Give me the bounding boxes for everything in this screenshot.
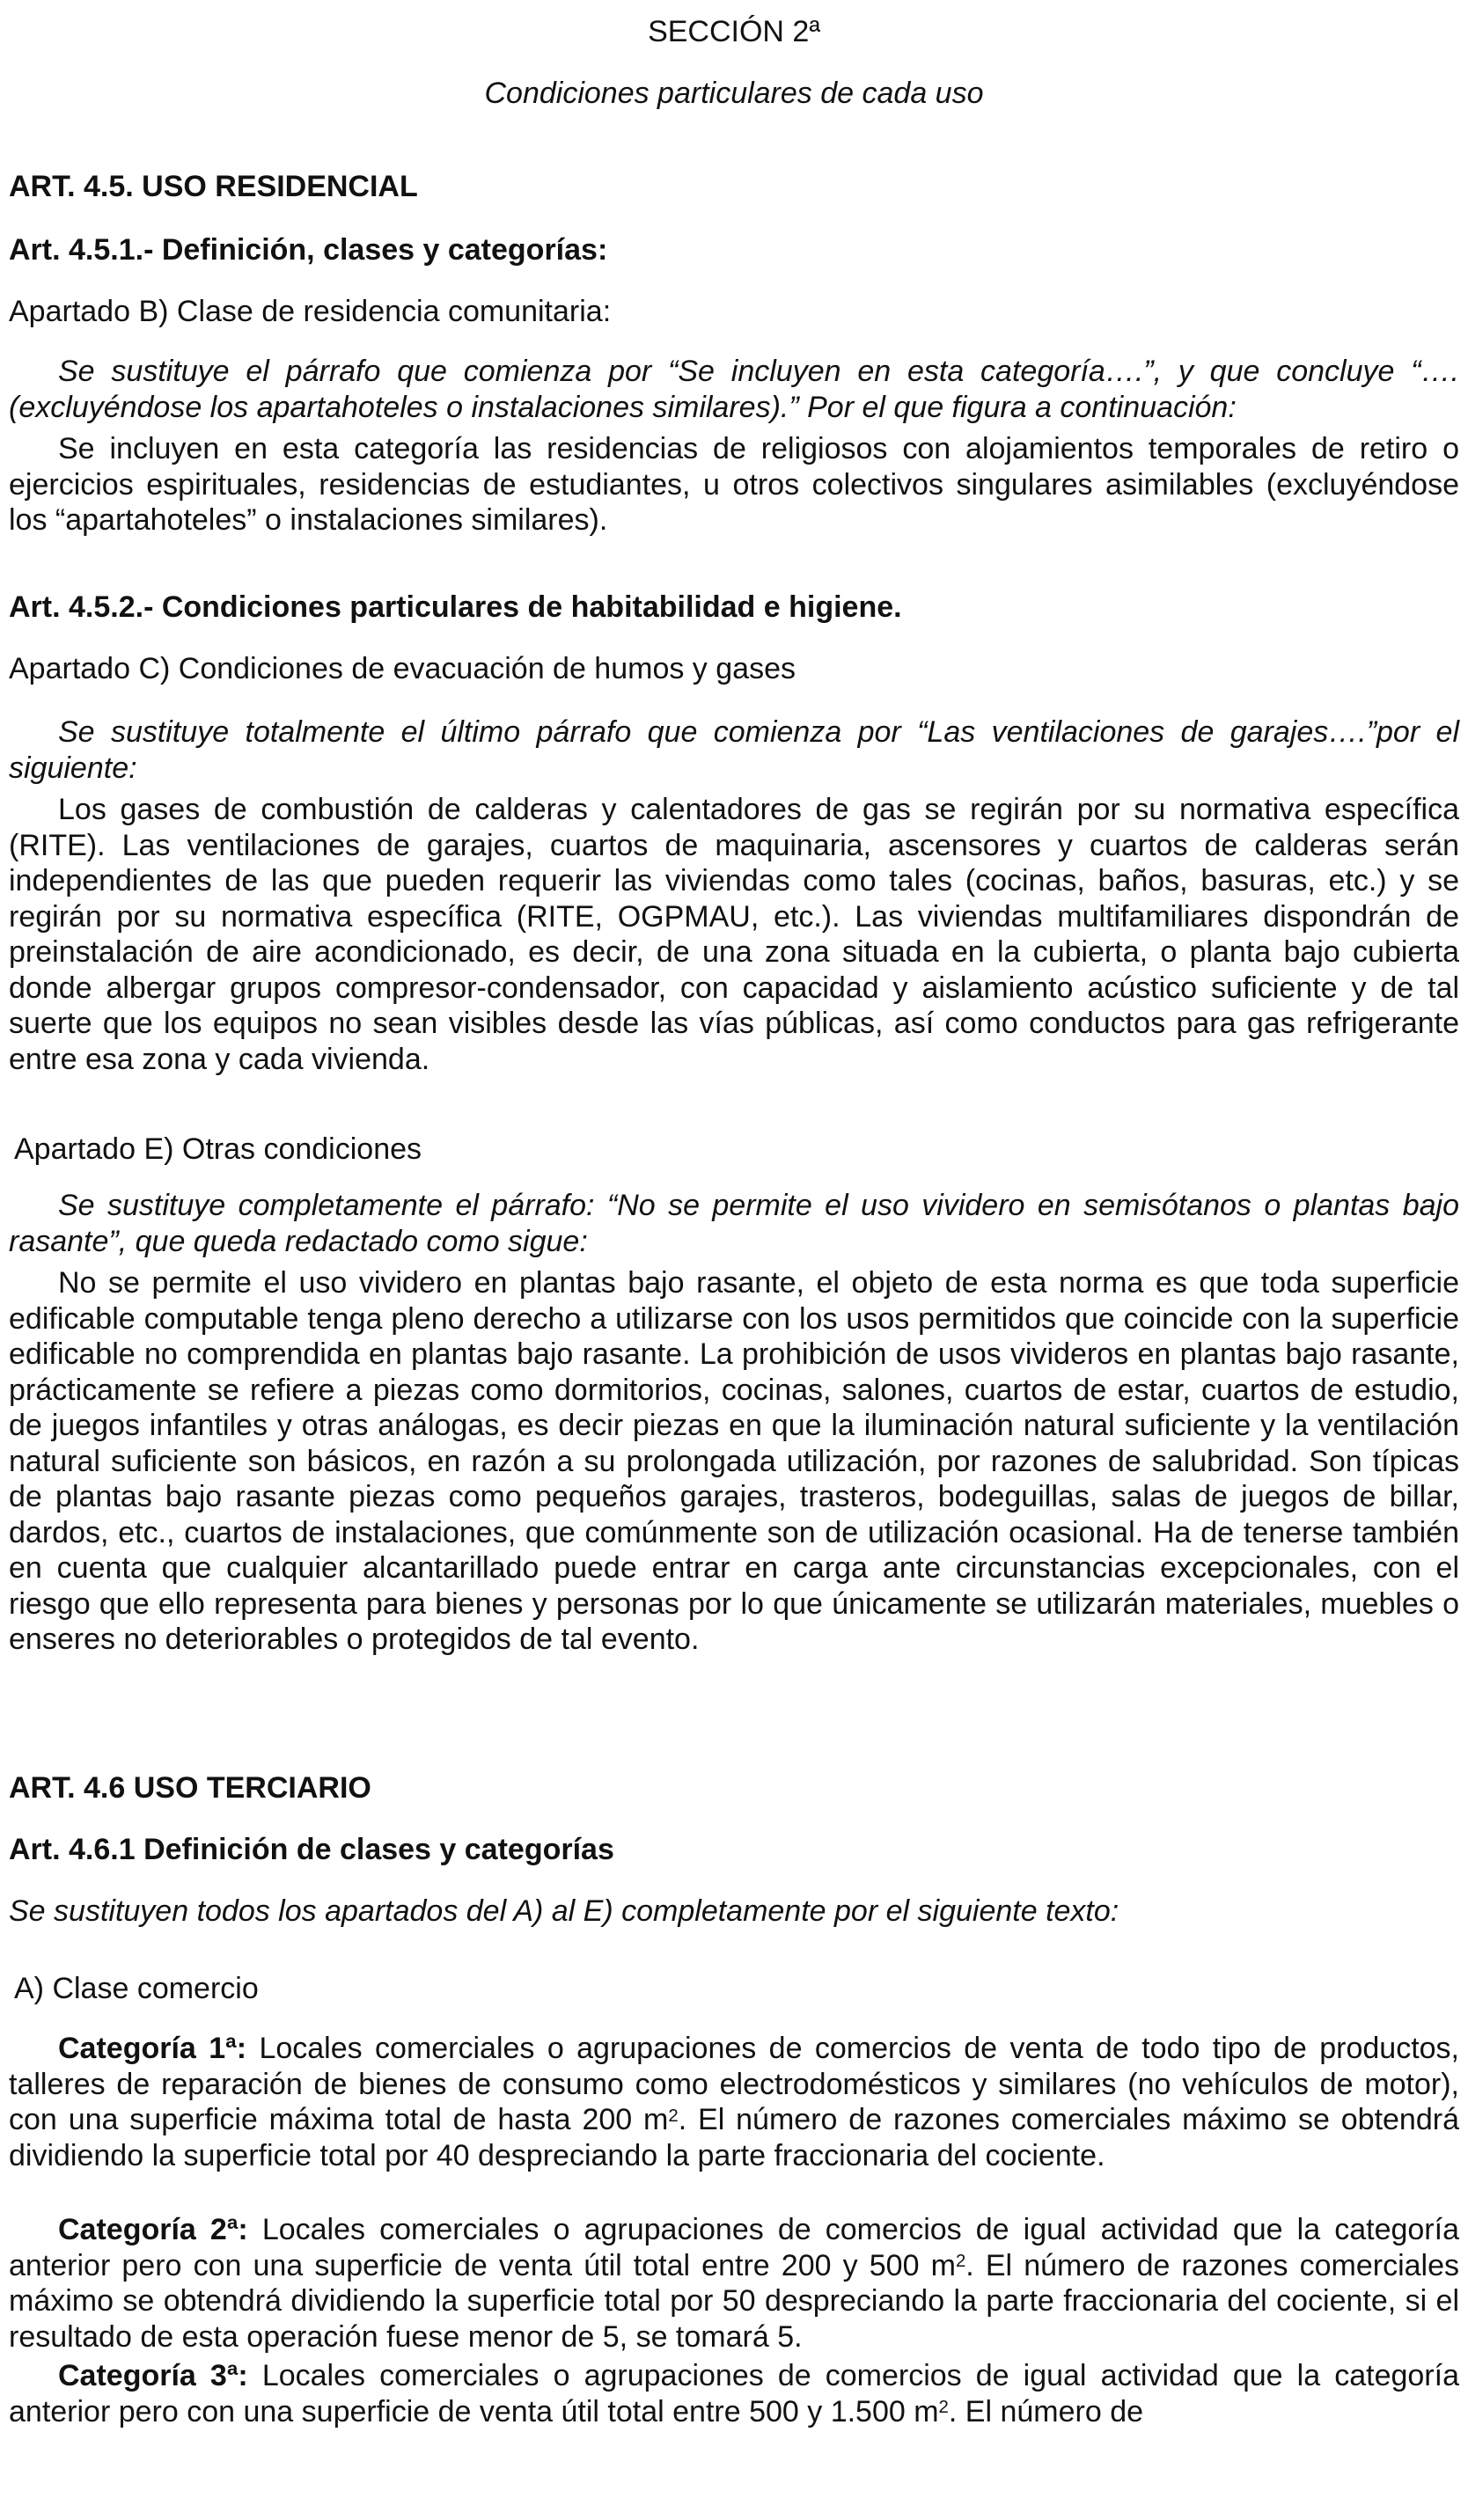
apartado-e-intro: Se sustituye completamente el párrafo: “No se permite el uso vividero en semisótanos o plantas bajo rasante”, que queda redactado como sigue: xyxy=(9,1189,1459,1258)
art-4-6-1-intro: Se sustituyen todos los apartados del A) al E) completamente por el siguiente texto: xyxy=(9,1894,1119,1928)
art-4-6-1-heading: Art. 4.6.1 Definición de clases y categorías xyxy=(9,1833,614,1866)
section-title: SECCIÓN 2ª xyxy=(648,15,820,48)
art-4-5-heading: ART. 4.5. USO RESIDENCIAL xyxy=(9,170,418,203)
categoria-3 xyxy=(9,2358,1459,2429)
m2-superscript: 2 xyxy=(668,2106,679,2126)
apartado-c-text: Los gases de combustión de calderas y calentadores de gas se regirán por su normativa específica (RITE). Las ventilaciones de garajes, cuartos de maquinaria, ascensores y cuartos de calderas serán independientes de las que pueden requerir las viviendas como tales (cocinas, baños, basuras, etc.) y se regirán por su normativa específica (RITE, OGPMAU, etc.). Las viviendas multifamiliares dispondrán de preinstalación de aire acondicionado, es decir, de una zona situada en la cubierta, o planta bajo cubierta donde albergar grupos compresor-condensador, con capacidad y aislamiento acústico suficiente y de tal suerte que los equipos no sean visibles desde las vías públicas, así como conductos para gas refrigerante entre esa zona y cada vivienda. xyxy=(9,793,1459,1076)
categoria-2-label: Categoría 2ª: xyxy=(58,2213,248,2246)
categoria-1-label: Categoría 1ª: xyxy=(58,2032,247,2065)
art-4-6-heading: ART. 4.6 USO TERCIARIO xyxy=(9,1771,371,1805)
m2-superscript: 2 xyxy=(938,2398,949,2418)
section-subtitle: Condiciones particulares de cada uso xyxy=(484,77,984,110)
categoria-2 xyxy=(9,2212,1459,2355)
categoria-3-text: Locales comerciales o agrupaciones de comercios de igual actividad que la categoría anterior pero con una superficie de venta útil total entre 500 y 1.500 m xyxy=(9,2359,1459,2428)
categoria-1-text-end: . El número de razones comerciales máximo se obtendrá dividiendo la superficie total por 40 despreciando la parte fraccionaria del cociente. xyxy=(9,2103,1459,2172)
apartado-c-intro: Se sustituye totalmente el último párrafo que comienza por “Las ventilaciones de garajes….”por el siguiente: xyxy=(9,715,1459,785)
categoria-2-text-end: . El número de razones comerciales máximo se obtendrá dividiendo la superficie total por 50 despreciando la parte fraccionaria del cociente, si el resultado de esta operación fuese menor de 5, se tomará 5. xyxy=(9,2248,1460,2354)
categoria-2-text: Locales comerciales o agrupaciones de comercios de igual actividad que la categoría anterior pero con una superficie de venta útil total entre 200 y 500 m xyxy=(9,2213,1459,2282)
apartado-c-heading: Apartado C) Condiciones de evacuación de humos y gases xyxy=(9,652,796,685)
categoria-1 xyxy=(9,2031,1459,2173)
apartado-b-intro: Se sustituye el párrafo que comienza por “Se incluyen en esta categoría….”, y que concluye “…. (excluyéndose los apartahoteles o instalaciones similares).” Por el que figura a continuación: xyxy=(9,355,1459,424)
apartado-b-heading: Apartado B) Clase de residencia comunitaria: xyxy=(9,295,612,328)
apartado-e-text: No se permite el uso vividero en plantas bajo rasante, el objeto de esta norma es que toda superficie edificable computable tenga pleno derecho a utilizarse con los usos permitidos que coincide con la superficie edificable no comprendida en plantas bajo rasante. La prohibición de usos vivideros en plantas bajo rasante, prácticamente se refiere a piezas como dormitorios, cocinas, salones, cuartos de estar, cuartos de estudio, de juegos infantiles y otras análogas, es decir piezas en que la iluminación natural suficiente y la ventilación natural suficiente son básicos, en razón a su prolongada utilización, por razones de salubridad. Son típicas de plantas bajo rasante piezas como pequeños garajes, trasteros, bodeguillas, salas de juegos de billar, dardos, etc., cuartos de instalaciones, que comúnmente son de utilización ocasional. Ha de tenerse también en cuenta que cualquier alcantarillado puede entrar en carga ante circunstancias excepcionales, con el riesgo que ello representa para bienes y personas por lo que únicamente se utilizarán materiales, muebles o enseres no deteriorables o protegidos de tal evento. xyxy=(9,1266,1459,1656)
apartado-e-heading: Apartado E) Otras condiciones xyxy=(14,1132,422,1166)
apartado-b-text: Se incluyen en esta categoría las residencias de religiosos con alojamientos temporales de retiro o ejercicios espirituales, residencias de estudiantes, u otros colectivos singulares asimilables (excluyéndose los “apartahoteles” o instalaciones similares). xyxy=(9,432,1459,537)
art-4-5-2-heading: Art. 4.5.2.- Condiciones particulares de habitabilidad e higiene. xyxy=(9,590,902,624)
categoria-3-label: Categoría 3ª: xyxy=(58,2359,248,2392)
categoria-1-text: Locales comerciales o agrupaciones de comercios de venta de todo tipo de productos, talleres de reparación de bienes de consumo como electrodomésticos y similares (no vehículos de motor), con una superficie máxima total de hasta 200 m xyxy=(9,2032,1459,2136)
m2-superscript: 2 xyxy=(955,2252,966,2272)
categoria-3-text-end: . El número de xyxy=(948,2394,1144,2428)
clase-comercio-heading: A) Clase comercio xyxy=(14,1972,259,2005)
art-4-5-1-heading: Art. 4.5.1.- Definición, clases y categorías: xyxy=(9,233,608,267)
